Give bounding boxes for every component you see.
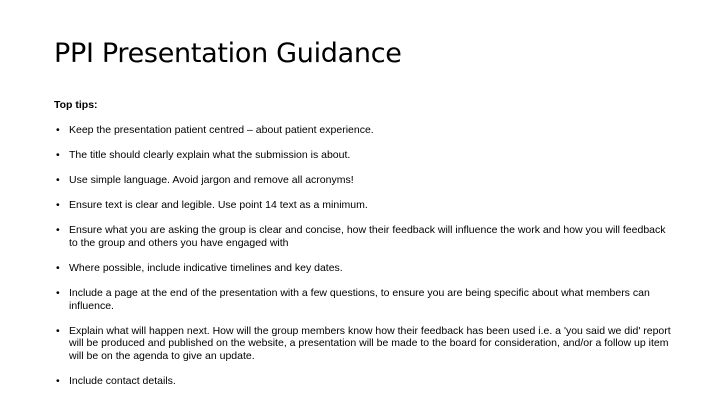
tips-list	[54, 124, 674, 388]
tip-item	[54, 262, 674, 275]
bullet-icon: •	[56, 262, 60, 275]
tip-text: Include contact details.	[69, 375, 176, 388]
tip-text: Include a page at the end of the presentation with a few questions, to ensure you are being specific about what members can influence.	[69, 287, 650, 312]
tip-item	[54, 375, 674, 388]
tip-item	[54, 199, 674, 212]
bullet-icon: •	[56, 375, 60, 388]
tip-text: The title should clearly explain what the submission is about.	[69, 149, 351, 162]
tip-item	[54, 325, 674, 363]
tip-text: Where possible, include indicative timelines and key dates.	[69, 262, 343, 275]
bullet-icon: •	[56, 224, 60, 237]
bullet-icon: •	[56, 287, 60, 300]
tip-item	[54, 124, 674, 137]
tip-text: Explain what will happen next. How will the group members know how their feedback has been used i.e. a 'you said we did' report will be produced and published on the website, a presentation will be made to the board for consideration, and/or a follow up item will be on the agenda to give an update.	[69, 324, 671, 363]
bullet-icon: •	[56, 124, 60, 136]
tip-text: Ensure text is clear and legible. Use point 14 text as a minimum.	[69, 199, 368, 212]
tip-item	[54, 224, 674, 249]
tip-item	[54, 149, 674, 162]
slide-body	[54, 99, 674, 388]
tip-text: Use simple language. Avoid jargon and remove all acronyms!	[69, 174, 354, 187]
tip-text: Keep the presentation patient centred – about patient experience.	[69, 124, 374, 136]
bullet-icon: •	[56, 174, 60, 187]
bullet-icon: •	[56, 149, 60, 162]
tip-item	[54, 174, 674, 187]
slide-title: PPI Presentation Guidance	[54, 38, 402, 69]
tip-item	[54, 287, 674, 312]
tips-heading: Top tips:	[54, 99, 98, 111]
bullet-icon: •	[56, 199, 60, 212]
bullet-icon: •	[56, 324, 60, 337]
tip-text: Ensure what you are asking the group is clear and concise, how their feedback will influence the work and how you will feedback to the group and others you have engaged with	[69, 224, 666, 249]
